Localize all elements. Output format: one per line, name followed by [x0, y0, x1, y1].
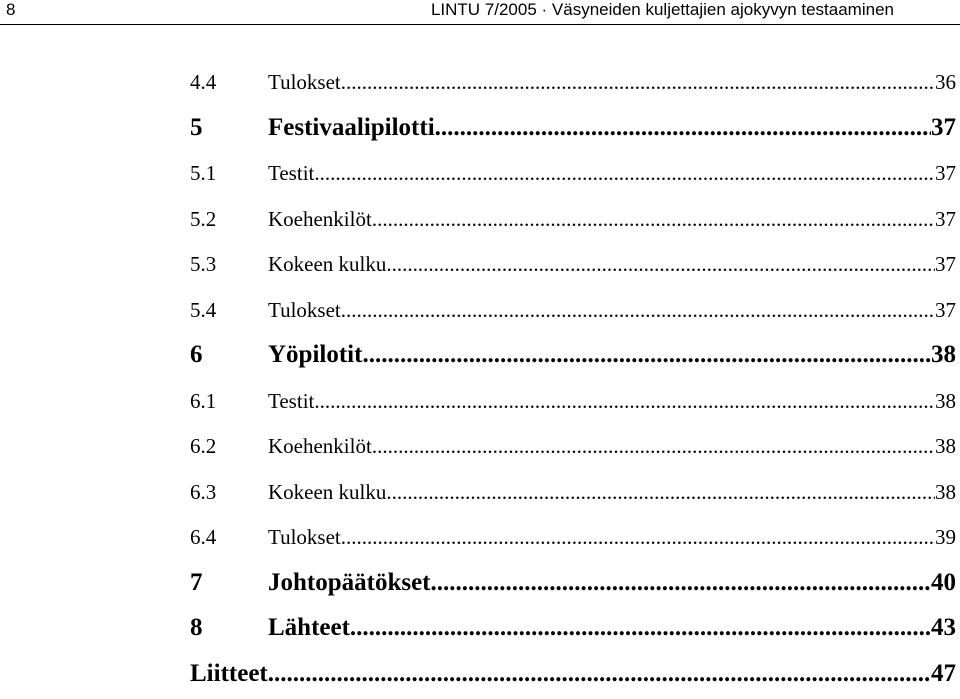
toc-entry-6-1[interactable] — [190, 381, 956, 427]
toc-entry-5-4[interactable] — [190, 290, 956, 336]
toc-dot-leader — [314, 381, 935, 421]
toc-entry-title: Kokeen kulku — [268, 472, 386, 512]
toc-entry-number: 6.1 — [190, 381, 268, 421]
toc-dot-leader — [341, 517, 935, 557]
toc-entry-page: 47 — [931, 654, 956, 694]
toc-dot-leader — [372, 199, 935, 239]
toc-entry-number: 6.3 — [190, 472, 268, 512]
toc-dot-leader — [362, 335, 931, 375]
toc-entry-number: 5.1 — [190, 153, 268, 193]
table-of-contents — [190, 62, 956, 699]
toc-dot-leader — [431, 563, 931, 603]
toc-entry-4-4[interactable] — [190, 62, 956, 108]
toc-entry-page: 38 — [931, 335, 956, 375]
toc-entry-page: 38 — [935, 472, 956, 512]
toc-entry-liitteet[interactable] — [190, 654, 956, 699]
toc-entry-page: 36 — [935, 62, 956, 102]
toc-entry-page: 39 — [935, 517, 956, 557]
toc-entry-number: 5.3 — [190, 244, 268, 284]
toc-entry-title: Liitteet — [190, 654, 268, 694]
toc-entry-5-1[interactable] — [190, 153, 956, 199]
toc-entry-title: Festivaalipilotti — [268, 108, 435, 148]
toc-entry-6-2[interactable] — [190, 426, 956, 472]
page-number: 8 — [6, 0, 15, 20]
toc-entry-title: Koehenkilöt — [268, 199, 372, 239]
toc-entry-title: Tulokset — [268, 517, 341, 557]
toc-entry-title: Yöpilotit — [268, 335, 362, 375]
toc-entry-title: Tulokset — [268, 62, 341, 102]
toc-entry-page: 37 — [935, 290, 956, 330]
toc-entry-6-3[interactable] — [190, 472, 956, 518]
toc-entry-number: 5 — [190, 108, 268, 148]
toc-entry-number: 6.4 — [190, 517, 268, 557]
toc-entry-title: Testit — [268, 381, 314, 421]
toc-entry-number: 6 — [190, 335, 268, 375]
toc-entry-8[interactable] — [190, 608, 956, 654]
toc-entry-number: 7 — [190, 563, 268, 603]
toc-entry-7[interactable] — [190, 563, 956, 609]
toc-entry-6[interactable] — [190, 335, 956, 381]
toc-dot-leader — [341, 290, 935, 330]
toc-dot-leader — [386, 472, 935, 512]
toc-entry-title: Johtopäätökset — [268, 563, 431, 603]
page-header — [0, 0, 960, 24]
toc-entry-page: 38 — [935, 426, 956, 466]
header-rule — [0, 24, 960, 25]
toc-entry-number: 6.2 — [190, 426, 268, 466]
toc-entry-number: 4.4 — [190, 62, 268, 102]
toc-entry-number: 8 — [190, 608, 268, 648]
toc-entry-title: Kokeen kulku — [268, 244, 386, 284]
toc-dot-leader — [386, 244, 935, 284]
toc-dot-leader — [435, 108, 931, 148]
toc-dot-leader — [341, 62, 935, 102]
toc-entry-title: Lähteet — [268, 608, 350, 648]
running-title: LINTU 7/2005 · Väsyneiden kuljettajien ajokyvyn testaaminen — [431, 0, 894, 20]
toc-entry-number: 5.4 — [190, 290, 268, 330]
toc-entry-page: 37 — [935, 244, 956, 284]
toc-entry-page: 37 — [935, 153, 956, 193]
toc-dot-leader — [268, 654, 931, 694]
toc-entry-page: 37 — [935, 199, 956, 239]
toc-entry-page: 38 — [935, 381, 956, 421]
toc-entry-5[interactable] — [190, 108, 956, 154]
toc-entry-number: 5.2 — [190, 199, 268, 239]
toc-entry-page: 43 — [931, 608, 956, 648]
toc-entry-page: 40 — [931, 563, 956, 603]
toc-entry-5-2[interactable] — [190, 199, 956, 245]
toc-entry-page: 37 — [931, 108, 956, 148]
toc-entry-title: Koehenkilöt — [268, 426, 372, 466]
toc-dot-leader — [372, 426, 935, 466]
toc-entry-title: Tulokset — [268, 290, 341, 330]
toc-dot-leader — [350, 608, 931, 648]
toc-entry-6-4[interactable] — [190, 517, 956, 563]
toc-dot-leader — [314, 153, 935, 193]
toc-entry-5-3[interactable] — [190, 244, 956, 290]
toc-entry-title: Testit — [268, 153, 314, 193]
